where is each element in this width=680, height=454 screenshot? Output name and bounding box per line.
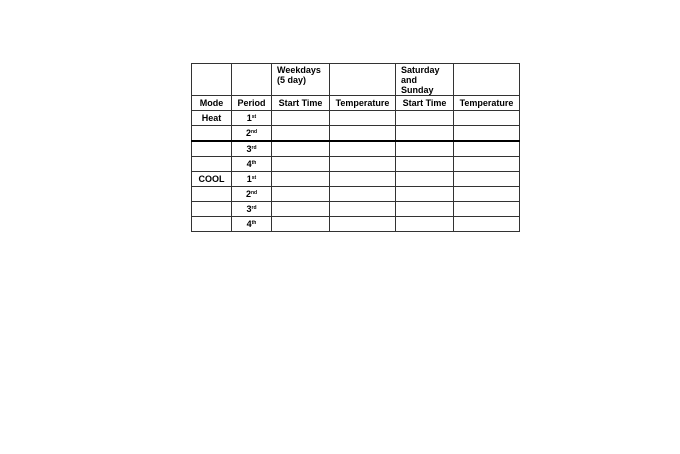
header-mode: Mode	[192, 96, 232, 111]
weekday-start-time-cell[interactable]	[272, 126, 330, 142]
period-ordinal-suffix: rd	[251, 145, 257, 151]
period-number: 2	[245, 128, 251, 138]
header-weekend-temperature: Temperature	[454, 96, 520, 111]
group-header-cell	[454, 64, 520, 96]
weekday-temperature-cell[interactable]	[330, 126, 396, 142]
weekday-temperature-cell[interactable]	[330, 157, 396, 172]
period-ordinal-suffix: rd	[251, 205, 257, 211]
period-cell	[232, 111, 272, 126]
weekend-temperature-cell[interactable]	[454, 111, 520, 126]
weekday-start-time-cell[interactable]	[272, 217, 330, 232]
period-cell	[232, 187, 272, 202]
weekday-start-time-cell[interactable]	[272, 202, 330, 217]
weekday-temperature-cell[interactable]	[330, 202, 396, 217]
weekday-start-time-cell[interactable]	[272, 111, 330, 126]
mode-cell	[192, 187, 232, 202]
period-cell	[232, 202, 272, 217]
period-ordinal-suffix: nd	[250, 190, 258, 196]
period-ordinal-suffix: th	[251, 160, 257, 166]
weekend-start-time-cell[interactable]	[396, 141, 454, 157]
weekend-temperature-cell[interactable]	[454, 141, 520, 157]
column-header-row	[192, 96, 520, 111]
header-weekend-start-time: Start Time	[396, 96, 454, 111]
group-header-cell	[232, 64, 272, 96]
mode-cell: COOL	[192, 172, 232, 187]
weekday-temperature-cell[interactable]	[330, 217, 396, 232]
period-number: 3	[246, 204, 252, 214]
period-number: 4	[246, 159, 252, 169]
weekend-start-time-cell[interactable]	[396, 217, 454, 232]
group-header-row	[192, 64, 520, 96]
weekday-temperature-cell[interactable]	[330, 141, 396, 157]
period-number: 2	[245, 189, 251, 199]
weekday-temperature-cell[interactable]	[330, 111, 396, 126]
weekend-temperature-cell[interactable]	[454, 217, 520, 232]
weekend-start-time-cell[interactable]	[396, 111, 454, 126]
table-row	[192, 111, 520, 126]
period-ordinal-suffix: st	[251, 114, 257, 120]
mode-cell	[192, 126, 232, 142]
weekend-temperature-cell[interactable]	[454, 157, 520, 172]
table-row	[192, 126, 520, 142]
period-number: 1	[246, 113, 252, 123]
weekend-group-header: Saturday and Sunday	[396, 64, 454, 96]
period-number: 4	[246, 219, 252, 229]
mode-cell	[192, 217, 232, 232]
weekday-temperature-cell[interactable]	[330, 187, 396, 202]
weekend-start-time-cell[interactable]	[396, 126, 454, 142]
table-row	[192, 172, 520, 187]
weekend-start-time-cell[interactable]	[396, 172, 454, 187]
weekday-temperature-cell[interactable]	[330, 172, 396, 187]
period-ordinal-suffix: th	[251, 220, 257, 226]
weekend-start-time-cell[interactable]	[396, 202, 454, 217]
weekend-start-time-cell[interactable]	[396, 187, 454, 202]
period-cell	[232, 217, 272, 232]
table-row	[192, 141, 520, 157]
weekday-start-time-cell[interactable]	[272, 172, 330, 187]
mode-cell	[192, 202, 232, 217]
table-row	[192, 217, 520, 232]
table-row	[192, 187, 520, 202]
weekdays-group-header: Weekdays (5 day)	[272, 64, 330, 96]
group-header-cell	[330, 64, 396, 96]
period-cell	[232, 141, 272, 157]
weekday-start-time-cell[interactable]	[272, 187, 330, 202]
table-row	[192, 157, 520, 172]
weekend-start-time-cell[interactable]	[396, 157, 454, 172]
weekend-temperature-cell[interactable]	[454, 202, 520, 217]
period-ordinal-suffix: nd	[250, 129, 258, 135]
period-number: 3	[246, 144, 252, 154]
weekday-start-time-cell[interactable]	[272, 157, 330, 172]
table-row	[192, 202, 520, 217]
header-period: Period	[232, 96, 272, 111]
schedule-table	[191, 63, 520, 232]
weekend-temperature-cell[interactable]	[454, 126, 520, 142]
mode-cell	[192, 141, 232, 157]
period-cell	[232, 157, 272, 172]
period-number: 1	[246, 174, 252, 184]
period-cell	[232, 126, 272, 142]
header-weekday-start-time: Start Time	[272, 96, 330, 111]
group-header-cell	[192, 64, 232, 96]
period-ordinal-suffix: st	[251, 175, 257, 181]
weekday-start-time-cell[interactable]	[272, 141, 330, 157]
weekend-temperature-cell[interactable]	[454, 187, 520, 202]
mode-cell	[192, 157, 232, 172]
mode-cell: Heat	[192, 111, 232, 126]
period-cell	[232, 172, 272, 187]
header-weekday-temperature: Temperature	[330, 96, 396, 111]
weekend-temperature-cell[interactable]	[454, 172, 520, 187]
